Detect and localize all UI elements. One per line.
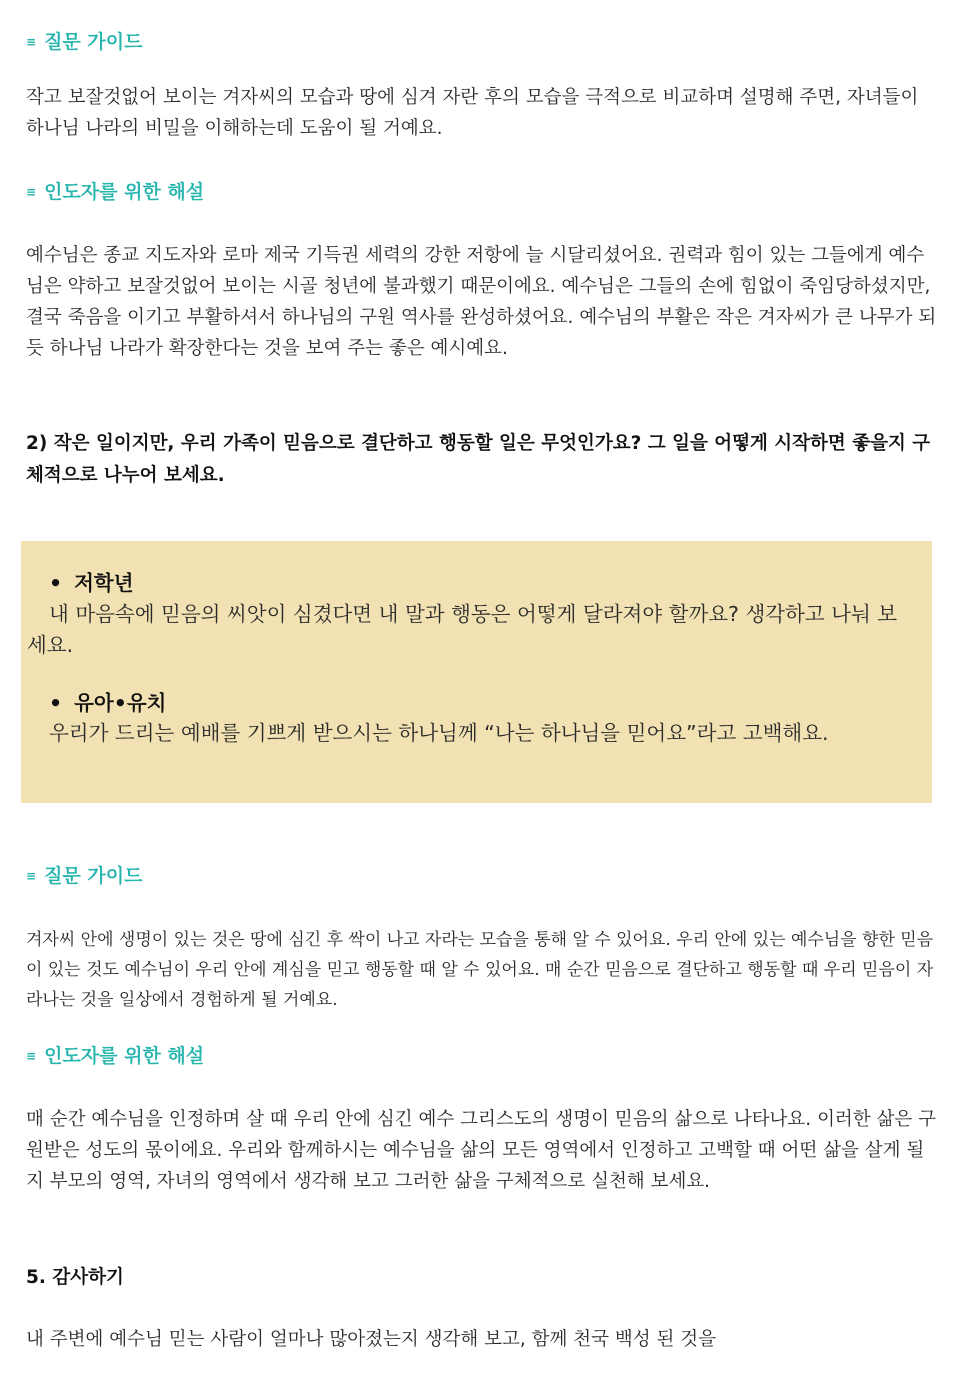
- paragraph-question-guide-2: 겨자씨 안에 생명이 있는 것은 땅에 심긴 후 싹이 나고 자라는 모습을 통해 알 수 있어요. 우리 안에 있는 예수님을 향한 믿음이 있는 것도 예수님이 우리 안에 계심을 믿고 행동할 때 알 수 있어요. 매 순간 믿음으로 결단하고 행동할 때 우리 믿음이 자라나는 것을 일상에서 경험하게 될 거예요.: [26, 930, 934, 1010]
- section-heading-question-guide: [26, 30, 142, 54]
- heading-text: 인도자를 위한 해설: [44, 181, 205, 203]
- paragraph-thanksgiving: 내 주변에 예수님 믿는 사람이 얼마나 많아졌는지 생각해 보고, 함께 천국 백성 된 것을: [26, 1329, 716, 1350]
- section-heading-leader-notes: [26, 180, 204, 204]
- age-group-title-lower-grades: [49, 568, 134, 598]
- age-group-title-preschool: [49, 688, 166, 718]
- heading-text: 질문 가이드: [44, 31, 143, 53]
- paragraph-leader-notes-1: 예수님은 종교 지도자와 로마 제국 기득권 세력의 강한 저항에 늘 시달리셨어요. 권력과 힘이 있는 그들에게 예수님은 약하고 보잘것없어 보이는 시골 청년에 불과했기 때문이에요. 예수님은 그들의 손에 힘없이 죽임당하셨지만, 결국 죽음을 이기고 부활하셔서 하나님의 구원 역사를 완성하셨어요. 예수님의 부활은 작은 겨자씨가 큰 나무가 되듯 하나님 나라가 확장한다는 것을 보여 주는 좋은 예시예요.: [26, 245, 937, 359]
- section-heading-thanksgiving: 5. 감사하기: [26, 1267, 124, 1288]
- list-mark-icon: ≡: [26, 185, 37, 199]
- age-group-text-preschool: 우리가 드리는 예배를 기쁘게 받으시는 하나님께 “나는 하나님을 믿어요”라고 고백해요.: [49, 721, 829, 745]
- paragraph-question-guide-1: 작고 보잘것없어 보이는 겨자씨의 모습과 땅에 심겨 자란 후의 모습을 극적으로 비교하며 설명해 주면, 자녀들이 하나님 나라의 비밀을 이해하는데 도움이 될 거예요.: [26, 87, 919, 139]
- age-group-text-lower-grades: 내 마음속에 믿음의 씨앗이 심겼다면 내 말과 행동은 어떻게 달라져야 할까요? 생각하고 나눠 보세요.: [27, 602, 898, 657]
- section-heading-leader-notes: [26, 1044, 204, 1068]
- paragraph-leader-notes-2: 매 순간 예수님을 인정하며 살 때 우리 안에 심긴 예수 그리스도의 생명이 믿음의 삶으로 나타나요. 이러한 삶은 구원받은 성도의 몫이에요. 우리와 함께하시는 예수님을 삶의 모든 영역에서 인정하고 고백할 때 어떤 삶을 살게 될지 부모의 영역, 자녀의 영역에서 생각해 보고 그러한 삶을 구체적으로 실천해 보세요.: [26, 1109, 937, 1192]
- list-mark-icon: ≡: [26, 35, 37, 49]
- list-mark-icon: ≡: [26, 1049, 37, 1063]
- heading-text: 인도자를 위한 해설: [44, 1045, 205, 1067]
- age-group-box: [21, 541, 932, 803]
- bullet-icon: •: [49, 571, 63, 595]
- age-group-title-text: 저학년: [74, 571, 134, 595]
- age-group-title-text: 유아•유치: [74, 691, 167, 715]
- section-heading-question-guide: [26, 864, 142, 888]
- list-mark-icon: ≡: [26, 869, 37, 883]
- bullet-icon: •: [49, 691, 63, 715]
- heading-text: 질문 가이드: [44, 865, 143, 887]
- question-2: 2) 작은 일이지만, 우리 가족이 믿음으로 결단하고 행동할 일은 무엇인가요? 그 일을 어떻게 시작하면 좋을지 구체적으로 나누어 보세요.: [26, 433, 931, 486]
